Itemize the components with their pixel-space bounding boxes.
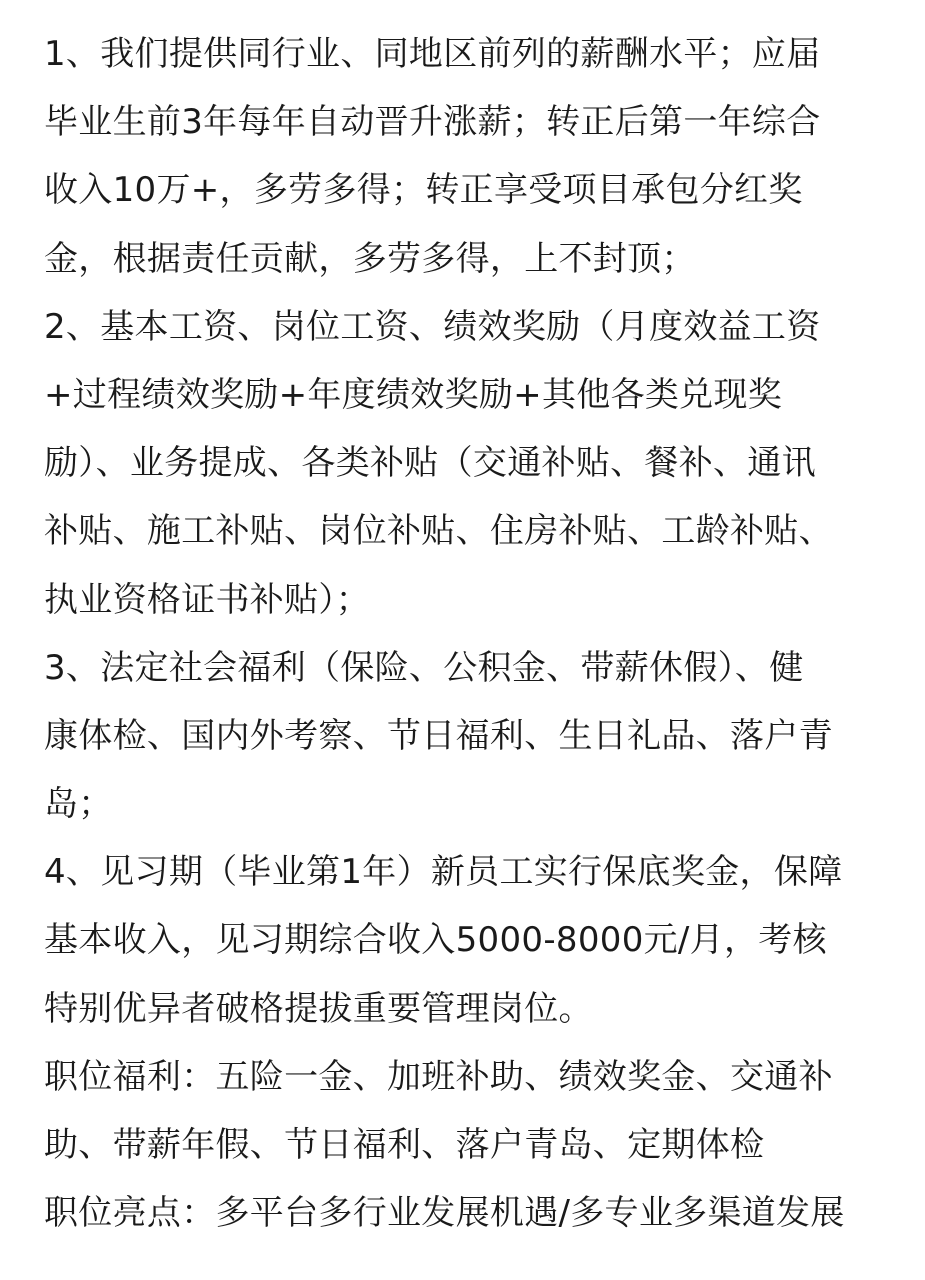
text-line: 助、带薪年假、节日福利、落户青岛、定期体检 xyxy=(44,1125,765,1165)
text-line: 金，根据责任贡献，多劳多得，上不封顶； xyxy=(44,238,696,279)
text-line: 1、我们提供同行业、同地区前列的薪酬水平；应届 xyxy=(44,34,821,74)
text-line: 职位福利：五险一金、加班补助、绩效奖金、交通补 xyxy=(44,1056,833,1097)
text-line: 4、见习期（毕业第1年）新员工实行保底奖金，保障 xyxy=(44,852,843,893)
text-line: 3、法定社会福利（保险、公积金、带薪休假）、健 xyxy=(44,647,804,688)
text-line: 执业资格证书补贴）； xyxy=(44,579,370,620)
text-line: 特别优异者破格提拔重要管理岗位。 xyxy=(44,988,593,1029)
text-line: 康体检、国内外考察、节日福利、生日礼品、落户青 xyxy=(44,715,833,756)
text-line: 收入10万+，多劳多得；转正享受项目承包分红奖 xyxy=(44,170,803,211)
text-line: 2、基本工资、岗位工资、绩效奖励（月度效益工资 xyxy=(44,306,821,347)
text-line: 毕业生前3年每年自动晋升涨薪；转正后第一年综合 xyxy=(44,102,821,143)
text-line: 职位亮点：多平台多行业发展机遇/多专业多渠道发展 xyxy=(44,1193,845,1234)
text-line: +过程绩效奖励+年度绩效奖励+其他各类兑现奖 xyxy=(44,374,783,415)
text-line: 岛； xyxy=(44,784,113,825)
text-line: 补贴、施工补贴、岗位补贴、住房补贴、工龄补贴、 xyxy=(44,511,833,552)
text-line: 励）、业务提成、各类补贴（交通补贴、餐补、通讯 xyxy=(44,443,816,484)
text-line: 基本收入，见习期综合收入5000-8000元/月，考核 xyxy=(44,920,827,961)
